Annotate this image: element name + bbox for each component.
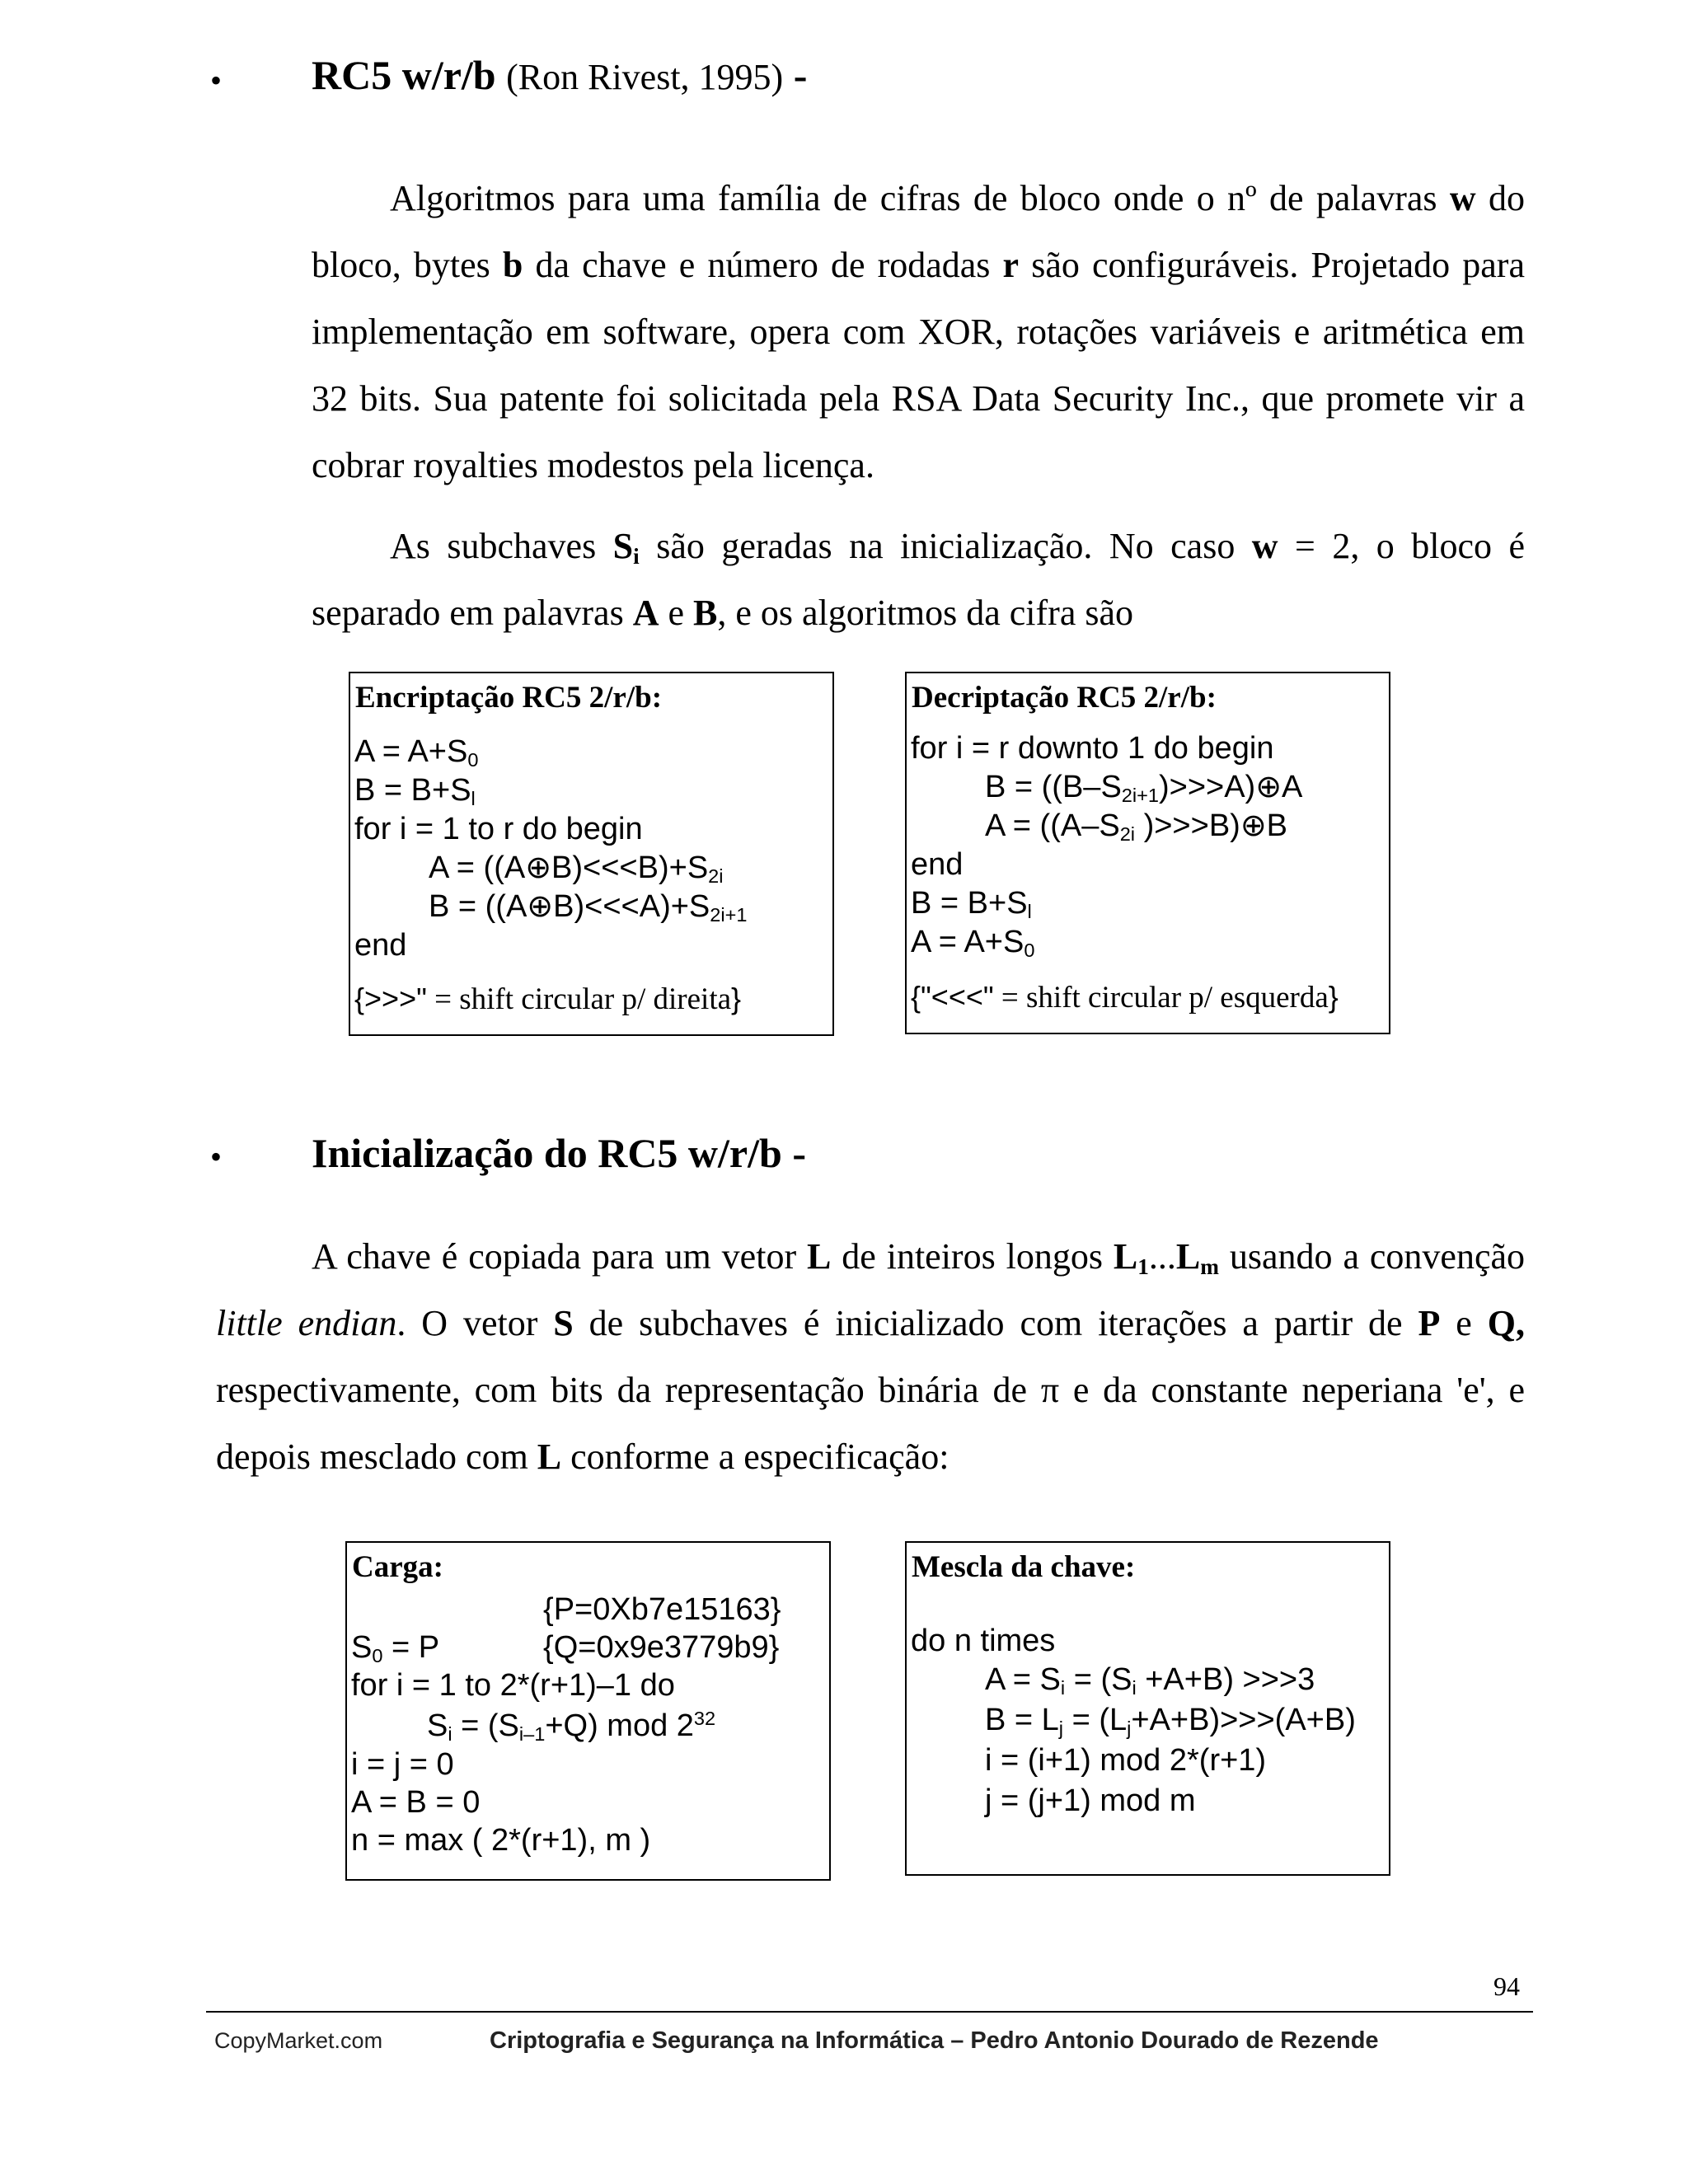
carga-ab: A = B = 0 bbox=[351, 1785, 481, 1820]
bullet-icon: • bbox=[210, 1138, 223, 1175]
decryption-title: Decriptação RC5 2/r/b: bbox=[912, 681, 1217, 715]
carga-title: Carga: bbox=[352, 1550, 443, 1584]
dec-line-2: $B = ((B-S_{2i+1})>>>A)\oplus A$ bbox=[985, 770, 1303, 806]
paragraph-rc5-intro: Algoritmos para uma família de cifras de bloco onde o nº de palavras w do bloco, bytes b da chave e número de rodadas r são configuráveis. Projetado para implementação em software, opera com XOR, rotações variáveis e aritmética em 32 bits. Sua patente foi solicitada pela RSA Data Security Inc., que promete vir a cobrar royalties modestos pela licença. bbox=[312, 178, 1526, 485]
encryption-title: Encriptação RC5 2/r/b: bbox=[355, 681, 663, 715]
mescla-line-b: $B = L_j = (L_j+A+B)>>>(A+B)$ bbox=[985, 1703, 1356, 1739]
page-number: 94 bbox=[1493, 1971, 1520, 2001]
paragraph-init: A chave é copiada para um vetor L de inteiros longos $L_1...L_m$ usando a convenção little endian. O vetor S de subchaves é inicializado com iterações a partir de P e Q, respectivamente, com bits da representação binária de π e da constante neperiana 'e', e depois mesclado com L conforme a especificação: bbox=[216, 1236, 1526, 1477]
heading-title: RC5 w/r/b bbox=[312, 52, 496, 98]
enc-line-4: $A = ((A\oplus B)<<<B)+S_{2i}$ bbox=[429, 851, 724, 887]
carga-s0: $S_0 = P$ bbox=[351, 1630, 440, 1666]
bullet-icon: • bbox=[210, 62, 223, 99]
enc-line-5: $B = ((A\oplus B)<<<A)+S_{2i+1}$ bbox=[429, 889, 748, 926]
enc-line-3: for i = 1 to r do begin bbox=[354, 812, 643, 846]
encryption-box bbox=[349, 672, 834, 1036]
footer-rule bbox=[206, 2011, 1533, 2013]
enc-note: {>>>" = shift circular p/ direita} bbox=[354, 982, 742, 1016]
carga-for: for i = 1 to 2*(r+1)–1 do bbox=[351, 1668, 675, 1703]
decryption-box bbox=[905, 672, 1390, 1034]
dec-line-4: end bbox=[911, 847, 964, 882]
footer-site: CopyMarket.com bbox=[214, 2028, 383, 2053]
footer-book-title: Criptografia e Segurança na Informática – Pedro Antonio Dourado de Rezende bbox=[490, 2027, 1379, 2054]
mescla-title: Mescla da chave: bbox=[912, 1550, 1136, 1584]
carga-box bbox=[345, 1541, 831, 1881]
carga-ij: i = j = 0 bbox=[351, 1747, 454, 1782]
enc-line-1: $A = A+S_0$ bbox=[354, 734, 479, 771]
dec-note: {"<<<" = shift circular p/ esquerda} bbox=[911, 980, 1339, 1015]
dec-line-3: $A = ((A-S_{2i}$ )>>>B)⊕B bbox=[985, 808, 1288, 845]
carga-n: n = max ( 2*(r+1), m ) bbox=[351, 1823, 651, 1858]
heading-subtitle: (Ron Rivest, 1995) bbox=[506, 57, 784, 97]
paragraph-subkeys: As subchaves $S_i$ são geradas na inicialização. No caso w = 2, o bloco é separado em palavras A e B, e os algoritmos da cifra são bbox=[312, 526, 1525, 633]
enc-line-6: end bbox=[354, 928, 407, 963]
mescla-line-i: i = (i+1) mod 2*(r+1) bbox=[985, 1743, 1267, 1778]
mescla-box bbox=[905, 1541, 1390, 1876]
section-heading-init: Inicialização do RC5 w/r/b - bbox=[312, 1130, 806, 1176]
enc-line-2: $B = B+S_l$ bbox=[354, 773, 476, 809]
carga-q-comment: {Q=0x9e3779b9} bbox=[543, 1630, 780, 1665]
section-heading-rc5 bbox=[312, 51, 807, 99]
dec-line-1: for i = r downto 1 do begin bbox=[911, 731, 1274, 766]
dec-line-6: $A = A+S_0$ bbox=[911, 925, 1035, 961]
carga-si: $S_i = (S_{i-1}+Q)$ mod $2^{32}$ bbox=[427, 1708, 716, 1745]
mescla-line-j: j = (j+1) mod m bbox=[985, 1783, 1196, 1818]
heading-dash: - bbox=[793, 52, 808, 98]
carga-p-comment: {P=0Xb7e15163} bbox=[543, 1592, 781, 1627]
mescla-line-a: $A = S_i = (S_i +A+B) >>>3$ bbox=[985, 1662, 1315, 1699]
mescla-do: do n times bbox=[911, 1624, 1056, 1658]
dec-line-5: $B = B+S_l$ bbox=[911, 886, 1032, 922]
